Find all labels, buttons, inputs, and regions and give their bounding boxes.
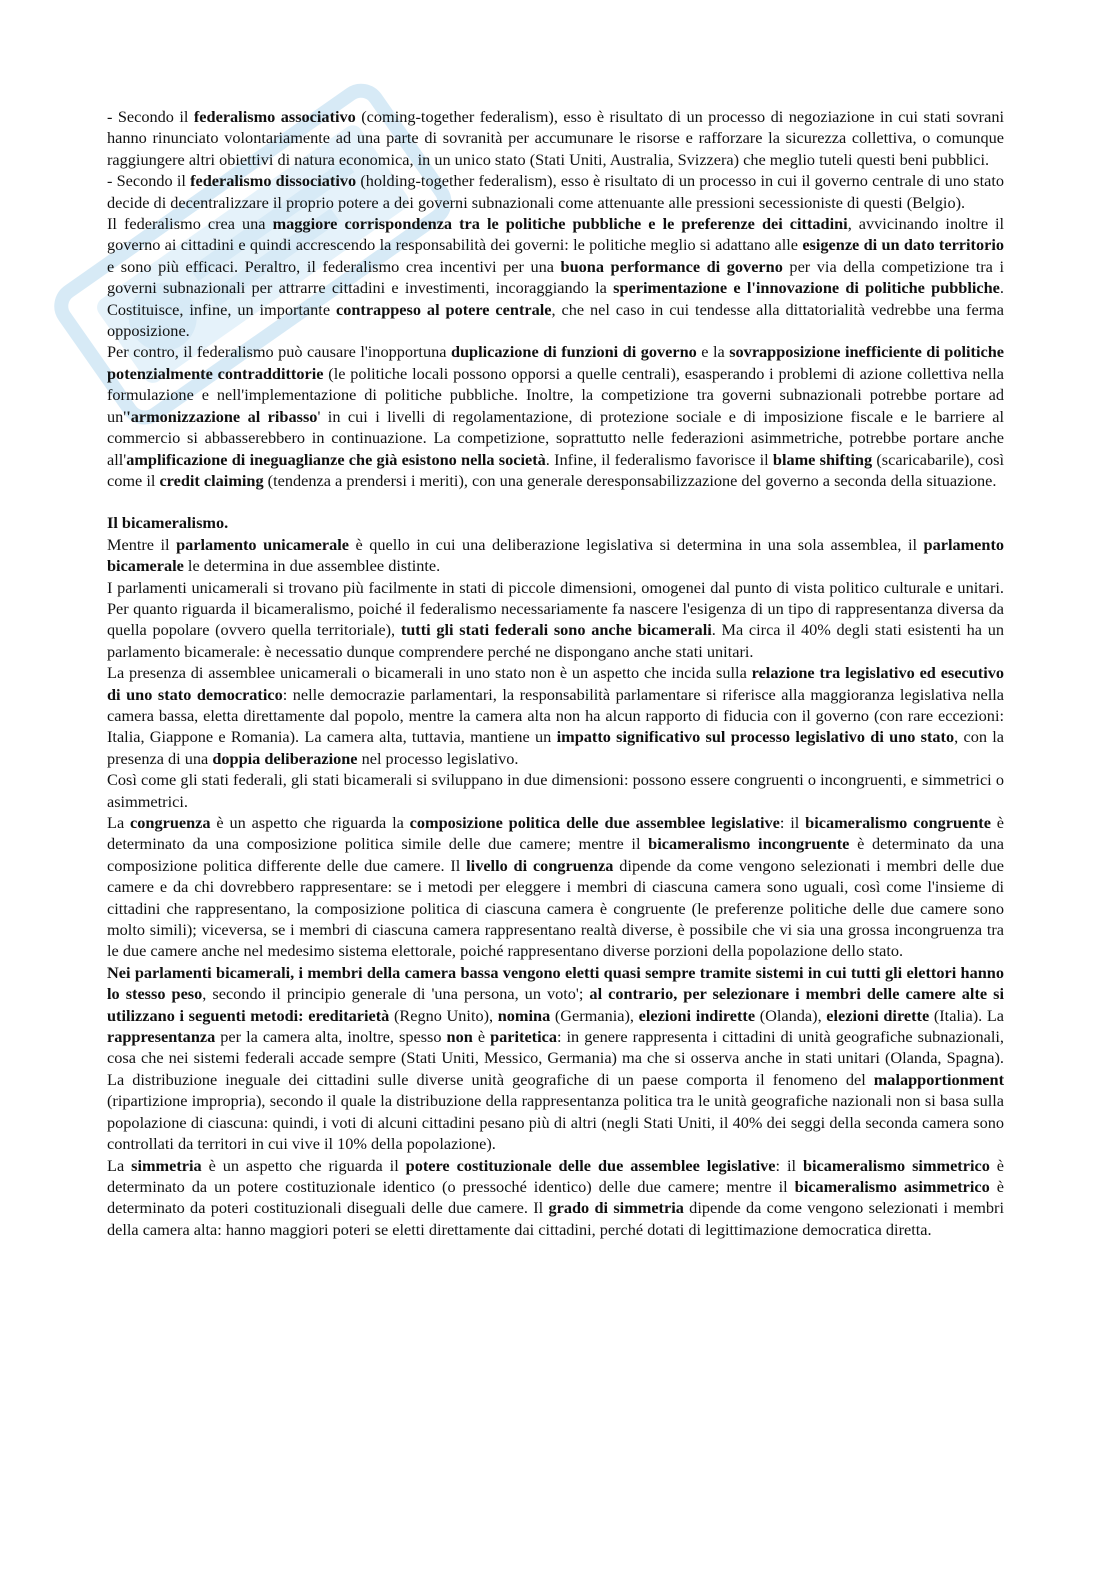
bold-term: bicameralismo incongruente bbox=[648, 834, 850, 854]
bold-term: potere costituzionale delle due assemblee legislative bbox=[405, 1155, 776, 1175]
paragraph bbox=[107, 213, 1004, 341]
text-run: è determinato da poteri costituzionali diseguali delle due camere. Il bbox=[107, 1176, 1004, 1218]
text-run: Così come gli stati federali, gli stati bicamerali si sviluppano in due dimensioni: possono essere congruenti o incongruenti, e simmetrici o asimmetrici. bbox=[107, 770, 1004, 811]
paragraph bbox=[107, 341, 1004, 491]
bold-term: esigenze di un dato territorio bbox=[802, 235, 1004, 255]
bold-term: sperimentazione e l'innovazione di politiche pubbliche bbox=[613, 278, 1000, 298]
text-run: (scaricabarile), così come il bbox=[107, 449, 1005, 490]
text-run: dipende da come vengono selezionati i membri delle due camere e da chi dovrebbero rappresentare: se i metodi per eleggere i membri di ciascuna camera sono uguali, così come l'insieme di cittadini che rappresentano, la composizione politica di ciascuna camera è congruente (le preferenze politiche delle due camere sono molto simili); viceversa, se i membri di ciascuna camera rappresentano realtà diverse, è possibile che vi sia una grossa incongruenza tra le due camere anche nel medesimo sistema elettorale, poiché rappresentano diverse porzioni della popolazione dello stato. bbox=[107, 855, 1004, 961]
text-run: è quello in cui una deliberazione legislativa si determina in una sola assemblea, il bbox=[348, 534, 924, 554]
text-run: è determinato da una composizione politica simile delle due camere; mentre il bbox=[107, 813, 1005, 854]
text-run: dipende da come vengono selezionati i membri della camera alta: hanno maggiori poteri se eletti direttamente dai cittadini, perché dotati di legittimazione democratica diretta. bbox=[107, 1198, 1004, 1239]
bold-term: 'armonizzazione al ribasso bbox=[126, 406, 318, 426]
text-run: (ripartizione impropria), secondo il quale la distribuzione della rappresentanza politica tra le unità geografiche nazionali non si basa sulla popolazione di ciascuna: quindi, i voti di alcuni cittadini pesano più di altri (negli Stati Uniti, il 40% dei seggi della seconda camera sono controllati da territori in cui vive il 10% della popolazione). bbox=[107, 1091, 1004, 1154]
bold-term: maggiore corrispondenza tra le politiche pubbliche e le preferenze dei cittadini bbox=[272, 214, 848, 234]
bold-term: al contrario, per selezionare i membri delle camere alte si utilizzano i seguenti metodi: ereditarietà bbox=[107, 984, 1004, 1025]
bold-term: non bbox=[446, 1027, 473, 1047]
text-run: (Germania), bbox=[550, 1005, 639, 1025]
text-run: (tendenza a prendersi i meriti), con una generale deresponsabilizzazione del governo a seconda della situazione. bbox=[263, 470, 997, 490]
text-run: - Secondo il bbox=[107, 107, 194, 126]
bold-term: composizione politica delle due assemblee legislative bbox=[409, 813, 780, 832]
text-run: è un aspetto che riguarda la bbox=[210, 813, 410, 832]
text-run: Il federalismo crea una bbox=[107, 214, 273, 234]
text-run: La bbox=[107, 1155, 132, 1175]
paragraph bbox=[107, 769, 1004, 812]
text-run: nel processo legislativo. bbox=[357, 748, 519, 768]
text-run: è determinato da un potere costituzionale identico (o pressoché identico) delle due camere; mentre il bbox=[107, 1155, 1004, 1196]
text-run: - Secondo il bbox=[107, 171, 191, 191]
document-page bbox=[107, 106, 1004, 1240]
bold-term: malapportionment bbox=[873, 1069, 1004, 1089]
paragraph bbox=[107, 962, 1004, 1155]
bold-term: doppia deliberazione bbox=[212, 748, 358, 768]
paragraph bbox=[107, 812, 1004, 962]
text-run: . Infine, il federalismo favorisce il bbox=[545, 449, 773, 469]
bold-term: Nei parlamenti bicamerali, i membri della camera bassa vengono eletti quasi sempre tramite sistemi in cui tutti gli elettori hanno lo stesso peso bbox=[107, 962, 1004, 1004]
text-run: ' in cui i livelli di regolamentazione, di protezione sociale e di imposizione fiscale e le barriere al commercio si abbasserebbero in continuazione. La competizione, soprattutto nelle federazioni asimmetriche, potrebbe portare anche all' bbox=[107, 406, 1005, 469]
text-run: e sono più efficaci. Peraltro, il federalismo crea incentivi per una bbox=[107, 256, 561, 276]
bold-term: paritetica bbox=[490, 1027, 557, 1047]
bold-term: buona performance di governo bbox=[560, 256, 783, 276]
paragraph bbox=[107, 662, 1004, 769]
bold-term: nomina bbox=[497, 1005, 551, 1025]
paragraph bbox=[107, 170, 1004, 213]
text-run: , secondo il principio generale di 'una persona, un voto'; bbox=[202, 984, 590, 1004]
bold-term: simmetria bbox=[131, 1155, 202, 1175]
bold-term: blame shifting bbox=[772, 449, 873, 469]
text-run: Mentre il bbox=[107, 534, 177, 554]
bold-term: bicameralismo asimmetrico bbox=[794, 1176, 990, 1196]
section-heading bbox=[107, 512, 1004, 533]
text-run: (Olanda), bbox=[755, 1005, 827, 1025]
bold-term: congruenza bbox=[130, 813, 211, 832]
text-run: . Costituisce, infine, un importante bbox=[107, 278, 1004, 319]
text-run: e la bbox=[696, 342, 730, 362]
bold-term: parlamento bicamerale bbox=[107, 534, 1005, 576]
text-run: I parlamenti unicamerali si trovano più facilmente in stati di piccole dimensioni, omogenei dal punto di vista politico culturale e unitari. Per quanto riguarda il bicameralismo, poiché il federalismo necessariamente fa nascere l'esigenza di un tipo di rappresentanza diversa da quella popolare (ovvero quella territoriale), bbox=[107, 577, 1004, 640]
text-run: per via della competizione tra i governi subnazionali per attrarre cittadini e investimenti, incoraggiando la bbox=[107, 256, 1005, 298]
text-run: è determinato da una composizione politica differente delle due camere. Il bbox=[107, 834, 1005, 875]
text-run: (Regno Unito), bbox=[389, 1005, 498, 1025]
paragraph bbox=[107, 106, 1004, 170]
text-run: : il bbox=[779, 813, 806, 832]
bold-term: federalismo associativo bbox=[193, 107, 356, 126]
text-run: (Italia). La bbox=[929, 1005, 1004, 1025]
text-run: è bbox=[472, 1027, 491, 1047]
bold-term: bicameralismo simmetrico bbox=[802, 1155, 990, 1175]
bold-term: contrappeso al potere centrale bbox=[335, 299, 552, 319]
text-run: La bbox=[107, 813, 131, 832]
bold-term: tutti gli stati federali sono anche bicamerali bbox=[400, 620, 712, 640]
paragraph bbox=[107, 577, 1004, 663]
text-run: , con la presenza di una bbox=[107, 727, 1004, 768]
paragraph bbox=[107, 1155, 1004, 1241]
bold-term: bicameralismo congruente bbox=[805, 813, 991, 832]
bold-term: amplificazione di ineguaglianze che già esistono nella società bbox=[126, 449, 546, 469]
bold-term: elezioni dirette bbox=[826, 1005, 930, 1025]
text-run: (le politiche locali possono opporsi a quelle centrali), esasperando i problemi di azione collettiva nella formulazione e nell'implementazione di politiche pubbliche. Inoltre, la competizione tra governi subnazionali potrebbe portare ad un' bbox=[107, 363, 1005, 426]
bold-term: sovrapposizione inefficiente di politiche potenzialmente contraddittorie bbox=[107, 342, 1005, 383]
text-run: è un aspetto che riguarda il bbox=[201, 1155, 406, 1175]
text-run: (holding-together federalism), esso è risultato di un processo in cui il governo centrale di uno stato decide di decentralizzare il proprio potere a dei governi subnazionali come attenuante alle pressioni secessioniste di questi (Belgio). bbox=[107, 171, 1005, 212]
bold-term: livello di congruenza bbox=[466, 855, 614, 875]
text-run: (coming-together federalism), esso è risultato di un processo di negoziazione in cui stati sovrani hanno rinunciato volontariamente ad una parte di sovranità per accumunare le risorse e rafforzare la sicurezza collettiva, o comunque raggiungere altri obiettivi di natura economica, in un unico stato (Stati Uniti, Australia, Svizzera) che meglio tuteli questi beni pubblici. bbox=[107, 107, 1004, 169]
text-run: : in genere rappresenta i cittadini di unità geografiche subnazionali, cosa che nei sistemi federali accade sempre (Stati Uniti, Messico, Germania) ma che si osserva anche in stati unitari (Olanda, Spagna). La distribuzione ineguale dei cittadini sulle diverse unità geografiche di un paese comporta il fenomeno del bbox=[107, 1027, 1004, 1089]
text-run: Per contro, il federalismo può causare l'inopportuna bbox=[107, 342, 451, 362]
text-run: le determina in due assemblee distinte. bbox=[183, 556, 441, 576]
bold-term: Il bicameralismo. bbox=[107, 513, 229, 533]
text-run: : il bbox=[775, 1155, 803, 1175]
text-run: : nelle democrazie parlamentari, la responsabilità parlamentare si riferisce alla maggioranza legislativa nella camera bassa, eletta direttamente dal popolo, mentre la camera alta non ha alcun rapporto di fiducia con il governo (con rare eccezioni: Italia, Giappone e Romania). La camera alta, tuttavia, mantiene un bbox=[107, 684, 1004, 747]
text-run: , che nel caso in cui tendesse alla dittatorialità vedrebbe una ferma opposizione. bbox=[107, 299, 1005, 341]
text-run: , avvicinando inoltre il governo ai cittadini e quindi accrescendo la responsabilità dei governi: le politiche meglio si adattano alle bbox=[107, 214, 1005, 255]
bold-term: parlamento unicamerale bbox=[176, 534, 349, 554]
bold-term: impatto significativo sul processo legislativo di uno stato bbox=[556, 727, 955, 747]
bold-term: elezioni indirette bbox=[638, 1005, 756, 1025]
text-run: La presenza di assemblee unicamerali o bicamerali in uno stato non è un aspetto che incida sulla bbox=[107, 663, 752, 683]
bold-term: rappresentanza bbox=[107, 1027, 216, 1047]
bold-term: duplicazione di funzioni di governo bbox=[450, 342, 697, 362]
bold-term: federalismo dissociativo bbox=[190, 171, 357, 191]
bold-term: grado di simmetria bbox=[548, 1198, 684, 1218]
bold-term: credit claiming bbox=[159, 470, 264, 490]
text-run: per la camera alta, inoltre, spesso bbox=[215, 1027, 447, 1047]
text-run: . Ma circa il 40% degli stati esistenti ha un parlamento bicamerale: è necessatio dunque comprendere perché ne dispongano anche stati unitari. bbox=[107, 620, 1004, 661]
bold-term: relazione tra legislativo ed esecutivo di uno stato democratico bbox=[107, 663, 1004, 704]
paragraph bbox=[107, 534, 1004, 577]
